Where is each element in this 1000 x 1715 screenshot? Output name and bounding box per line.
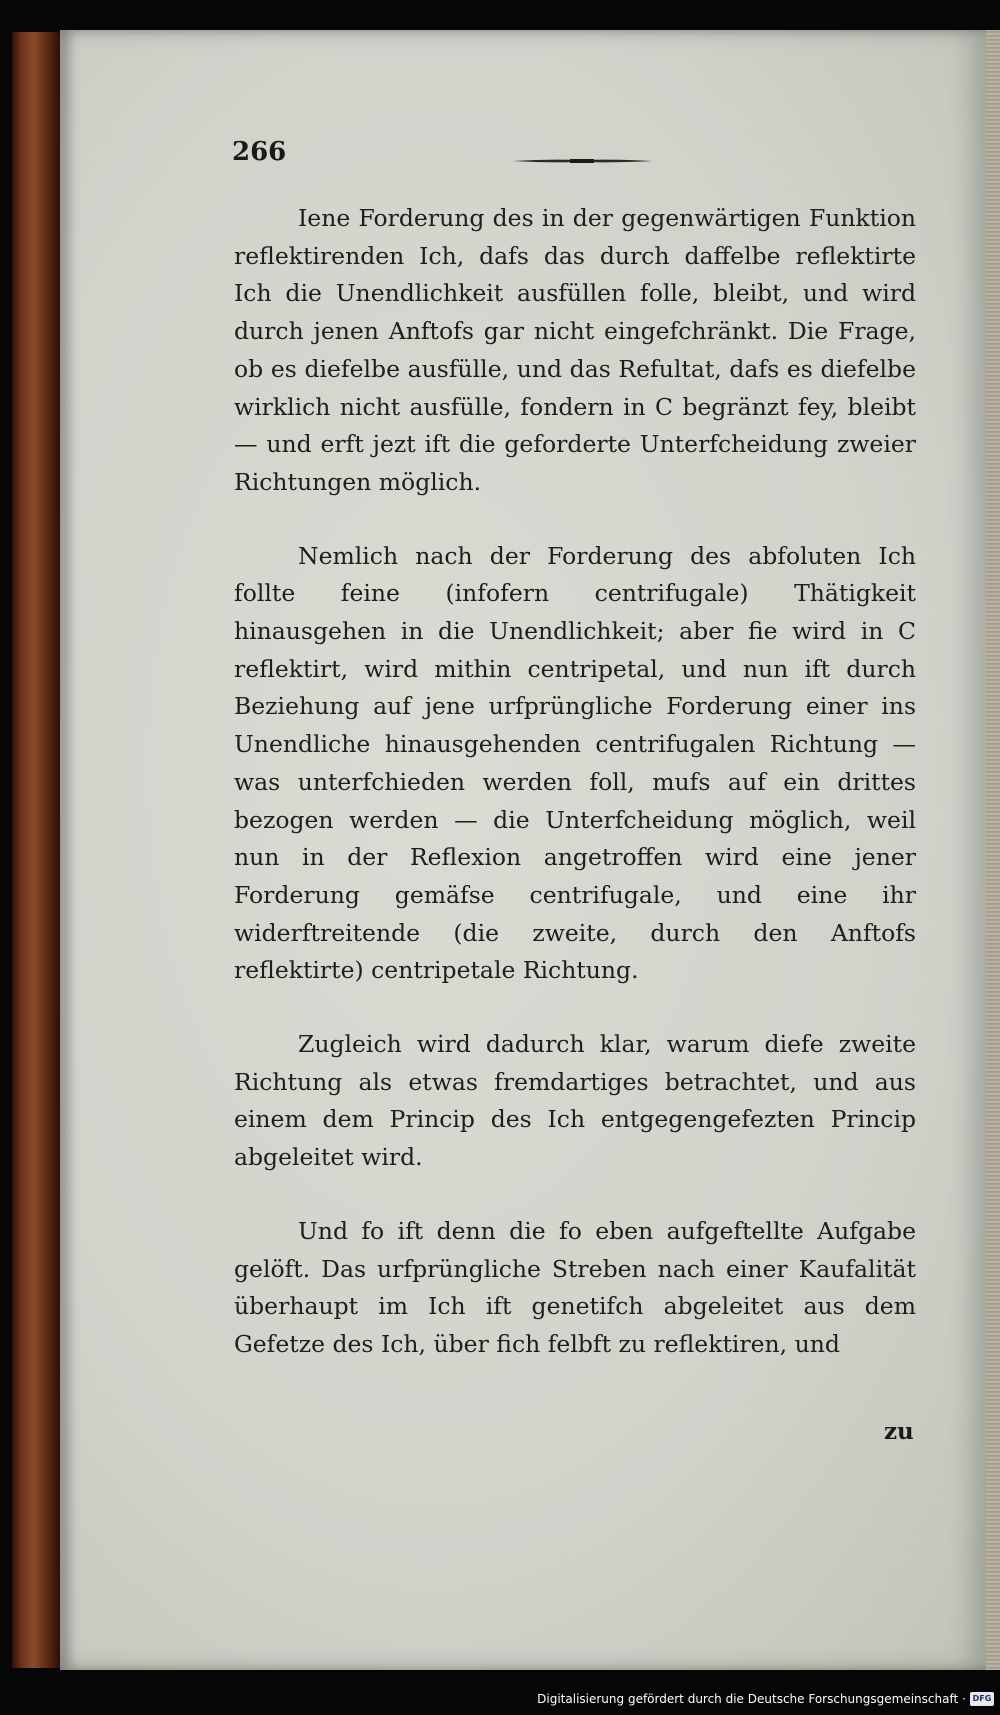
page-number: 266 [232, 137, 287, 167]
dfg-logo-icon: DFG [970, 1692, 994, 1706]
body-text [234, 200, 916, 1400]
header-ornament-rule [512, 158, 652, 164]
footer-credit: Digitalisierung gefördert durch die Deutsche Forschungsgemeinschaft [537, 1692, 959, 1706]
paragraph: Nemlich nach der Forderung des abfoluten Ich follte feine (infofern centrifugale) Thätigkeit hinausgehen in die Unendlichkeit; aber fie wird in C reflektirt, wird mithin centripetal, und nun ift durch Beziehung auf jene urfprüngliche Forderung einer ins Unendliche hinausgehenden centrifugalen Richtung — was unterfchieden werden foll, mufs auf ein drittes bezogen werden — die Unterfcheidung möglich, weil nun in der Reflexion angetroffen wird eine jener Forderung gemäfse centrifugale, und eine ihr widerftreitende (die zweite, durch den Anftofs reflektirte) centripetale Richtung. [234, 541, 916, 985]
catchword: zu [884, 1418, 914, 1445]
paragraph: Zugleich wird dadurch klar, warum diefe zweite Richtung als etwas fremdartiges betrachtet, und aus einem dem Princip des Ich entgegengefezten Princip abgeleitet wird. [234, 1030, 916, 1172]
page-edge [986, 30, 1000, 1670]
paragraph: Iene Forderung des in der gegenwärtigen Funktion reflektirenden Ich, dafs das durch daffelbe reflektirte Ich die Unendlichkeit ausfüllen folle, bleibt, und wird durch jenen Anftofs gar nicht eingefchränkt. Die Frage, ob es diefelbe ausfülle, und das Refultat, dafs es diefelbe wirklich nicht ausfülle, fondern in C begränzt fey, bleibt — und erft jezt ift die geforderte Unterfcheidung zweier Richtungen möglich. [234, 204, 916, 496]
book-spine [12, 32, 60, 1668]
digitization-footer: Digitalisierung gefördert durch die Deutsche Forschungsgemeinschaft · DFG [537, 1689, 994, 1709]
paragraph: Und fo ift denn die fo eben aufgeftellte Aufgabe gelöft. Das urfprüngliche Streben nach einer Kaufalität überhaupt im Ich ift genetifch abgeleitet aus dem Gefetze des Ich, über fich felbft zu reflektiren, und [234, 1216, 916, 1358]
